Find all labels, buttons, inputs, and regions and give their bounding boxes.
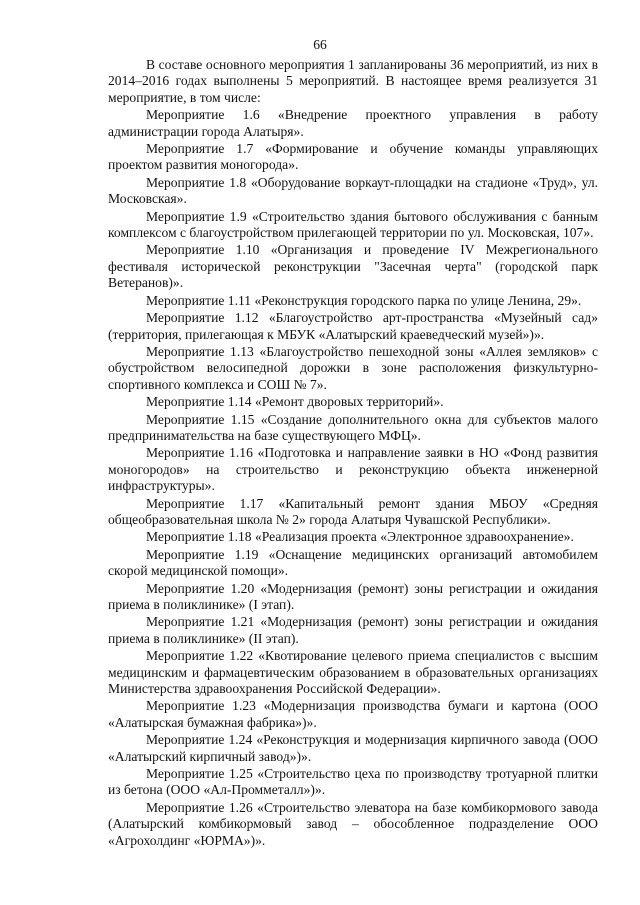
activity-1-8: Мероприятие 1.8 «Оборудование воркаут-площадки на стадионе «Труд», ул. Московская». (108, 174, 598, 207)
activity-1-14: Мероприятие 1.14 «Ремонт дворовых территорий». (146, 394, 444, 410)
activity-1-16: Мероприятие 1.16 «Подготовка и направление заявки в НО «Фонд развития моногородов» на строительство и реконструкцию объекта инженерной инфраструктуры». (108, 445, 598, 494)
activity-1-17: Мероприятие 1.17 «Капитальный ремонт здания МБОУ «Средняя общеобразовательная школа № 2» города Алатыря Чувашской Республики». (108, 495, 598, 527)
activity-1-22: Мероприятие 1.22 «Квотирование целевого приема специалистов с высшим медицинским и фармацевтическим образованием в образовательных организациях Министерства здравоохранения Российской Федерации». (108, 648, 598, 697)
activity-1-21: Мероприятие 1.21 «Модернизация (ремонт) зоны регистрации и ожидания приема в поликлинике» (II этап). (108, 614, 598, 646)
activity-1-18: Мероприятие 1.18 «Реализация проекта «Электронное здравоохранение». (146, 529, 574, 545)
activity-1-20: Мероприятие 1.20 «Модернизация (ремонт) зоны регистрации и ожидания приема в поликлинике» (I этап). (108, 580, 598, 612)
activity-1-26: Мероприятие 1.26 «Строительство элеватора на базе комбикормового завода (Алатырский комбикормовый завод – обособленное подразделение ООО «Агрохолдинг «ЮРМА»)». (108, 799, 598, 848)
activity-1-9: Мероприятие 1.9 «Строительство здания бытового обслуживания с банным комплексом с благоустройством прилегающей территории по ул. Московская, 107». (108, 208, 598, 241)
activity-1-25: Мероприятие 1.25 «Строительство цеха по производству тротуарной плитки из бетона (ООО «Ал-Промметалл»)». (108, 766, 598, 798)
document-body (108, 57, 598, 850)
activity-1-23: Мероприятие 1.23 «Модернизация производства бумаги и картона (ООО «Алатырская бумажная фабрика»)». (108, 698, 598, 730)
activity-1-7: Мероприятие 1.7 «Формирование и обучение команды управляющих проектом развития моногорода». (108, 141, 598, 173)
activity-1-6: Мероприятие 1.6 «Внедрение проектного управления в работу администрации города Алатыря». (108, 107, 598, 139)
activity-1-11: Мероприятие 1.11 «Реконструкция городского парка по улице Ленина, 29». (146, 292, 582, 308)
page-number: 66 (313, 37, 327, 52)
activity-1-10: Мероприятие 1.10 «Организация и проведение IV Межрегионального фестиваля исторической реконструкции "Засечная черта" (городской парк Ветеранов)». (108, 242, 598, 291)
activity-1-15: Мероприятие 1.15 «Создание дополнительного окна для субъектов малого предпринимательства на базе существующего МФЦ». (108, 411, 598, 443)
activity-1-19: Мероприятие 1.19 «Оснащение медицинских организаций автомобилем скорой медицинской помощи». (108, 546, 598, 579)
activity-1-12: Мероприятие 1.12 «Благоустройство арт-пространства «Музейный сад» (территория, прилегающая к МБУК «Алатырский краеведческий музей»)». (108, 310, 598, 342)
intro-paragraph: В составе основного мероприятия 1 запланированы 36 мероприятий, из них в 2014–2016 годах выполнены 5 мероприятий. В настоящее время реализуется 31 мероприятие, в том числе: (108, 57, 598, 105)
activity-1-24: Мероприятие 1.24 «Реконструкция и модернизация кирпичного завода (ООО «Алатырский кирпичный завод»)». (108, 732, 598, 764)
activity-1-13: Мероприятие 1.13 «Благоустройство пешеходной зоны «Аллея земляков» с обустройством велосипедной дорожки в зоне расположения физкультурно-спортивного комплекса и СОШ № 7». (108, 343, 598, 392)
